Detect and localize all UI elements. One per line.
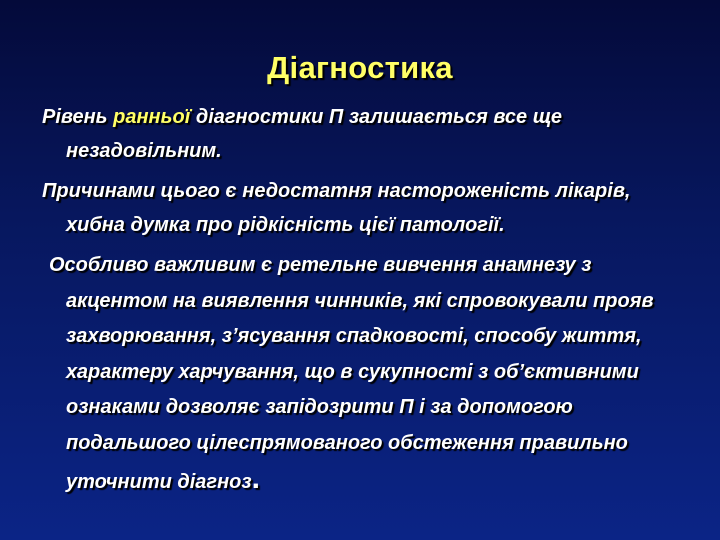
paragraph-1-end: діагностики П залишається все ще незадовільним. xyxy=(66,106,563,162)
final-period: . xyxy=(251,462,260,495)
slide-title: Діагностика xyxy=(267,50,453,85)
paragraph-anamnesis xyxy=(42,248,682,501)
paragraph-early-diagnosis xyxy=(42,100,682,168)
paragraph-1-start: Рівень xyxy=(42,106,114,128)
paragraph-3-text: Особливо важливим є ретельне вивчення анамнезу з акцентом на виявлення чинників, які спровокували прояв захворювання, з’ясування спадковості, способу життя, характеру харчування, що в сукупності з об’єктивними ознаками дозволяє запідозрити П і за допомогою подальшого цілеспрямованого обстеження правильно уточнити діагноз xyxy=(49,254,654,493)
slide-body xyxy=(42,100,682,501)
highlight-word: ранньої xyxy=(113,106,191,128)
paragraph-causes xyxy=(42,174,682,242)
paragraph-2-text: Причинами цього є недостатня настороженість лікарів, хибна думка про рідкісність цієї патології. xyxy=(42,180,631,236)
